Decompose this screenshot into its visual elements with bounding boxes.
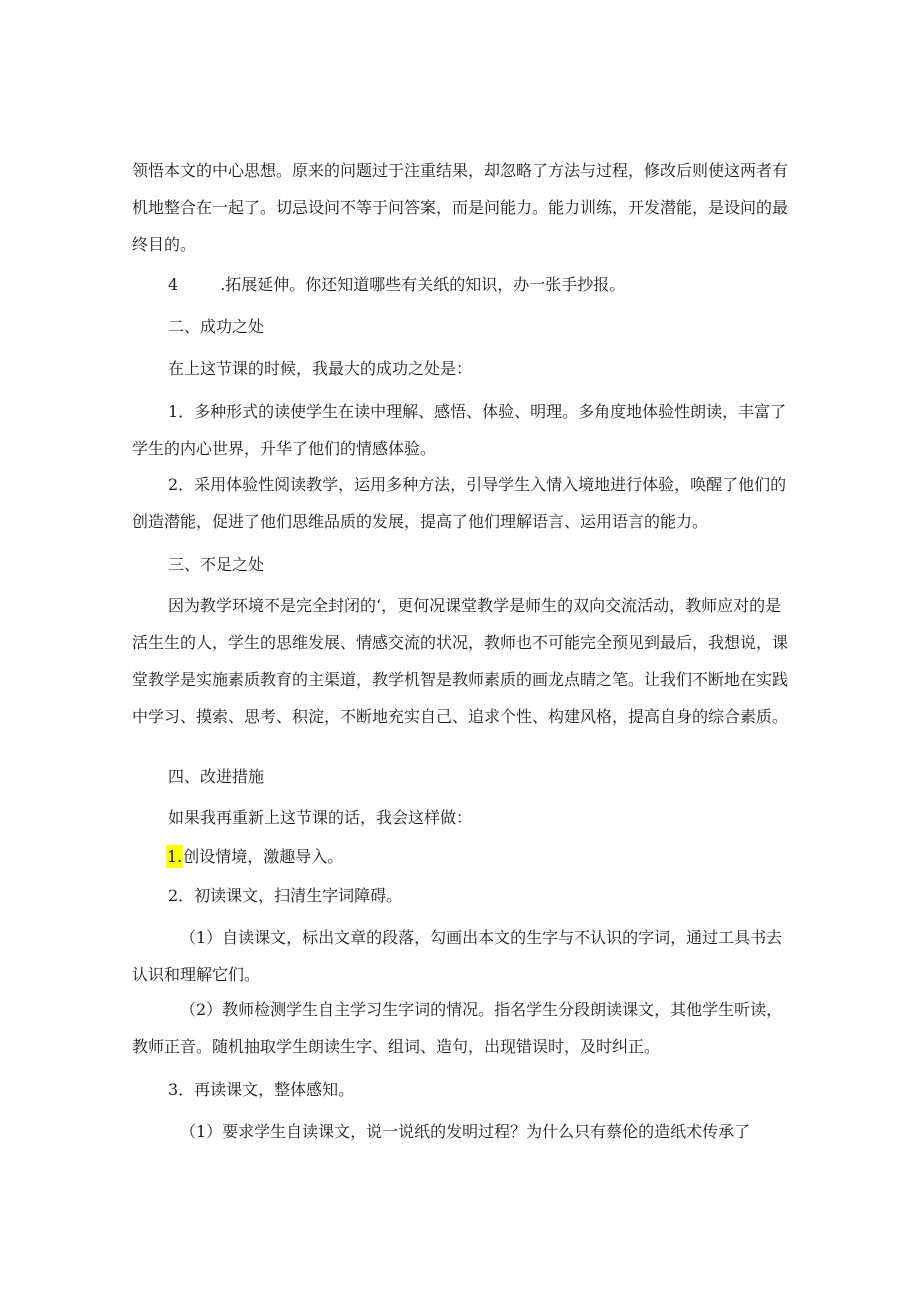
item-text: .拓展延伸。你还知道哪些有关纸的知识，办一张手抄报。 — [220, 275, 626, 294]
section-heading-success: 二、成功之处 — [168, 317, 265, 336]
paragraph-step-2-2: （2）教师检测学生自主学习生字词的情况。指名学生分段朗读课文，其他学生听读，教师正音。随机抽取学生朗读生字、组词、造句，出现错误时，及时纠正。 — [132, 1000, 783, 1056]
paragraph-step-1 — [166, 838, 826, 875]
highlighted-number: 1. — [167, 847, 183, 866]
paragraph-item-4 — [168, 266, 828, 303]
paragraph-success-2: 2．采用体验性阅读教学，运用多种方法，引导学生入情入境地进行体验，唤醒了他们的创造潜能，促进了他们思维品质的发展，提高了他们理解语言、运用语言的能力。 — [132, 475, 787, 531]
paragraph-shortcomings: 因为教学环境不是完全封闭的‘，更何况课堂教学是师生的双向交流活动，教师应对的是活生生的人，学生的思维发展、情感交流的状况，教师也不可能完全预见到最后，我想说，课堂教学是实施素质教育的主渠道，教学机智是教师素质的画龙点睛之笔。让我们不断地在实践中学习、摸索、思考、积淀，不断地充实自己、追求个性、构建风格，提高自身的综合素质。 — [132, 596, 789, 726]
paragraph-step-2: 2．初读课文，扫清生字词障碍。 — [168, 886, 403, 905]
paragraph-success-1: 1．多种形式的读使学生在读中理解、感悟、体验、明理。多角度地体验性朗读，丰富了学生的内心世界，升华了他们的情感体验。 — [132, 402, 787, 458]
paragraph-step-3-1: （1）要求学生自读课文，说一说纸的发明过程？为什么只有蔡伦的造纸术传承了 — [180, 1122, 751, 1141]
paragraph-intro: 领悟本文的中心思想。原来的问题过于注重结果，却忽略了方法与过程，修改后则使这两者有机地整合在一起了。切忌设问不等于问答案，而是问能力。能力训练，开发潜能，是设问的最终目的。 — [132, 161, 789, 254]
paragraph-success-lead: 在上这节课的时候，我最大的成功之处是： — [168, 359, 473, 378]
section-heading-shortcomings: 三、不足之处 — [168, 555, 265, 574]
paragraph-step-3: 3．再读课文，整体感知。 — [168, 1080, 355, 1099]
section-heading-improvements: 四、改进措施 — [168, 767, 265, 786]
paragraph-improvements-lead: 如果我再重新上这节课的话，我会这样做： — [168, 808, 473, 827]
item-number: 4 — [168, 275, 179, 294]
step-text: 创设情境，激趣导入。 — [183, 847, 344, 866]
paragraph-step-2-1: （1）自读课文，标出文章的段落，勾画出本文的生字与不认识的字词，通过工具书去认识和理解它们。 — [132, 928, 783, 984]
